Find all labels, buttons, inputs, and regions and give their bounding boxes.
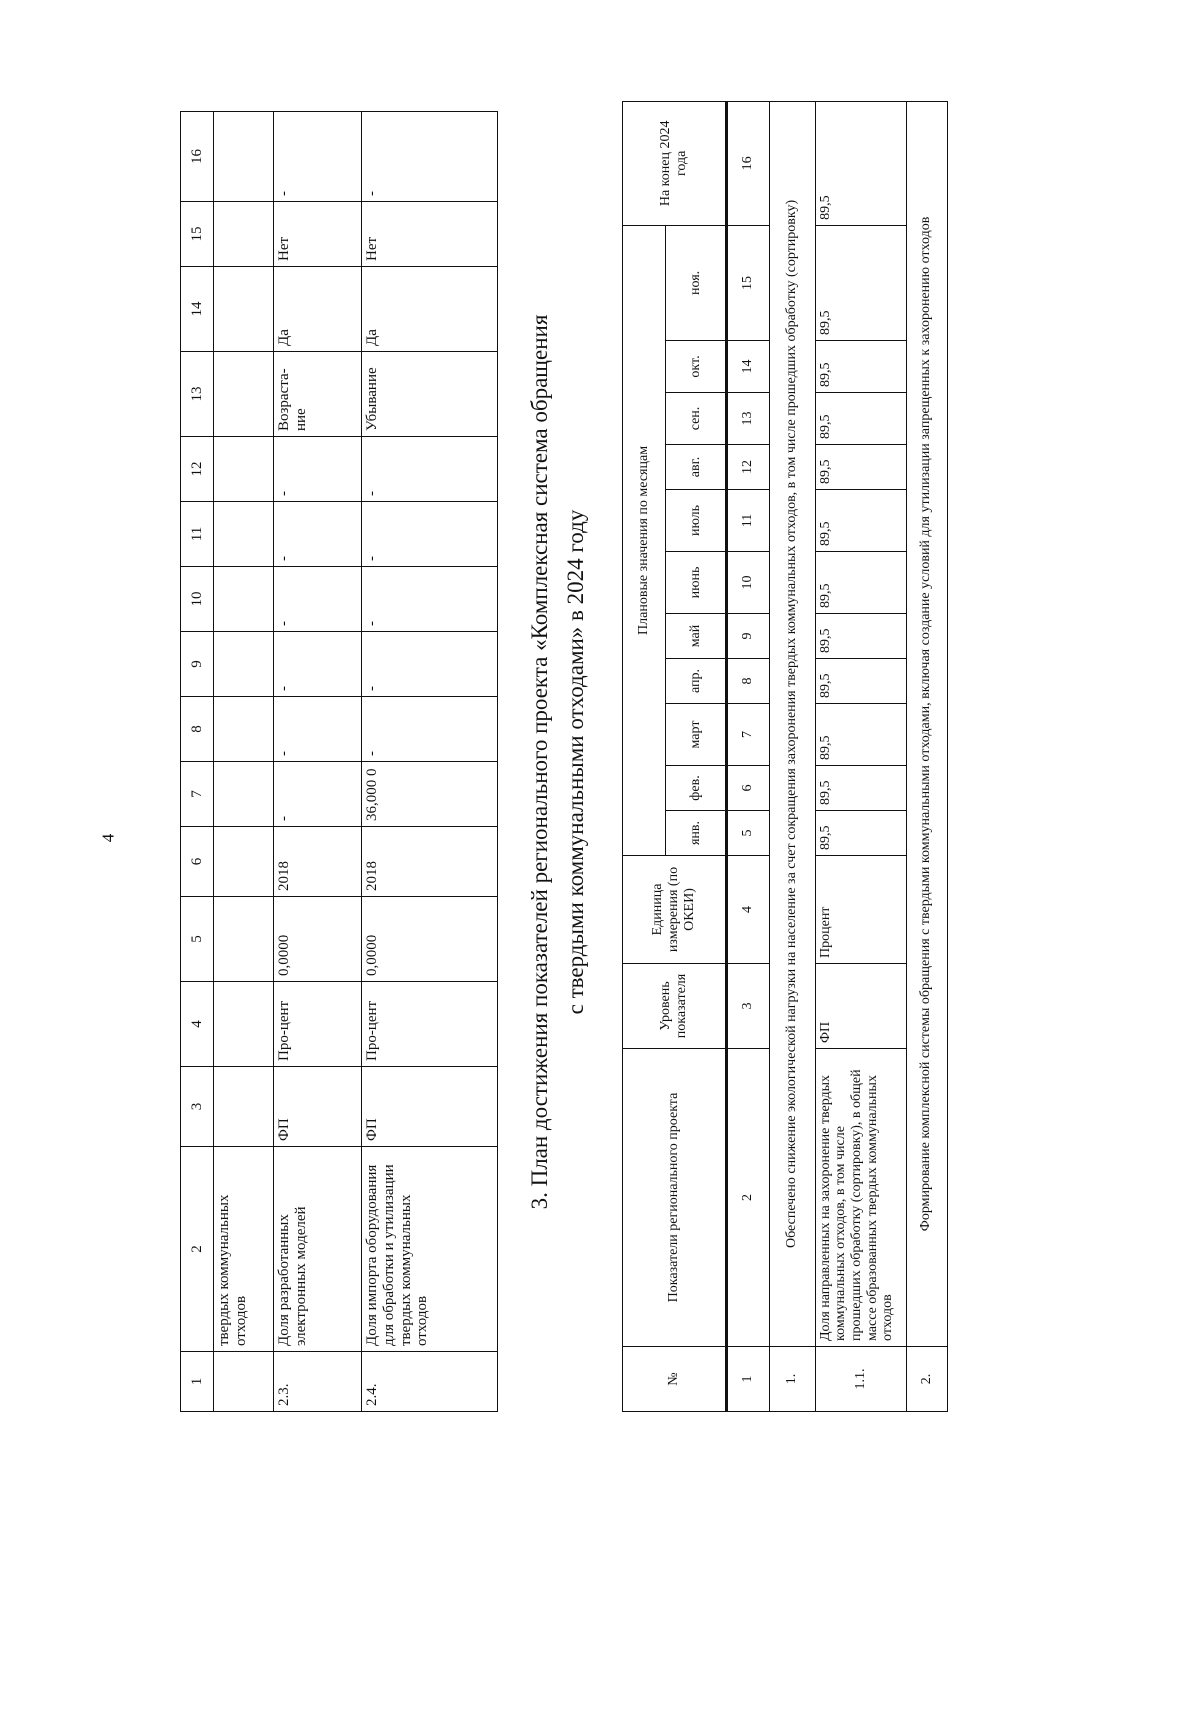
table-cell: 2.3. <box>274 1352 362 1412</box>
header-unit: Единица измерения (по ОКЕИ) <box>623 856 727 964</box>
col-number: 11 <box>181 502 214 567</box>
col-number: 8 <box>181 697 214 762</box>
month-header: июль <box>666 490 726 552</box>
col-number: 1 <box>726 1347 769 1412</box>
month-header: авг. <box>666 445 726 490</box>
table-cell: Нет <box>362 202 498 267</box>
table-cell <box>214 502 274 567</box>
table-cell <box>214 1352 274 1412</box>
indicator-name: Доля направленных на захоронение твердых коммунальных отходов, в том числе прошедших обработку (сортировку), в общей массе образованных твердых коммунальных отходов <box>815 1049 906 1347</box>
table-cell: - <box>274 437 362 502</box>
indicator-row <box>815 101 906 1411</box>
table-cell: - <box>274 762 362 827</box>
table-cell: Да <box>274 267 362 352</box>
col-number: 10 <box>726 552 769 614</box>
col-number: 4 <box>726 856 769 964</box>
col-number: 6 <box>726 766 769 811</box>
col-number: 7 <box>726 704 769 766</box>
table-cell <box>214 567 274 632</box>
header-level: Уровень показателя <box>623 964 727 1049</box>
table-cell: - <box>362 697 498 762</box>
table-row <box>214 112 274 1412</box>
col-number: 14 <box>181 267 214 352</box>
table-cell: Убывание <box>362 352 498 437</box>
table-cell: Про-цент <box>362 982 498 1067</box>
table-cell: Доля разработанных электронных моделей <box>274 1147 362 1352</box>
col-number: 12 <box>726 445 769 490</box>
col-number: 11 <box>726 490 769 552</box>
table-cell <box>214 112 274 202</box>
indicator-level: ФП <box>815 964 906 1049</box>
col-number: 6 <box>181 827 214 897</box>
table-cell <box>214 697 274 762</box>
header-indicator: Показатели регионального проекта <box>623 1049 727 1347</box>
section-title-line1: 3. План достижения показателей регионального проекта «Комплексная система обращения <box>527 314 552 1210</box>
section-text: Формирование комплексной системы обращения с твердыми коммунальными отходами, включая создание условий для утилизации запрещенных к захоронению отходов <box>906 101 947 1346</box>
col-number: 14 <box>726 341 769 393</box>
continuation-table <box>180 111 498 1412</box>
month-header: сен. <box>666 393 726 445</box>
table-cell: - <box>274 697 362 762</box>
column-number-row <box>726 101 769 1411</box>
table-cell <box>214 267 274 352</box>
indicator-number: 1.1. <box>815 1347 906 1412</box>
section-number: 2. <box>906 1347 947 1412</box>
month-header: апр. <box>666 659 726 704</box>
table-cell: - <box>362 112 498 202</box>
table-cell: - <box>274 112 362 202</box>
header-number: № <box>623 1347 727 1412</box>
col-number: 10 <box>181 567 214 632</box>
table-cell: ФП <box>274 1067 362 1147</box>
table-cell: - <box>362 567 498 632</box>
col-number: 2 <box>181 1147 214 1352</box>
table-cell <box>214 352 274 437</box>
month-header: фев. <box>666 766 726 811</box>
page-number: 4 <box>98 833 118 843</box>
month-value: 89,5 <box>815 704 906 766</box>
end-of-year-value: 89,5 <box>815 101 906 225</box>
month-value: 89,5 <box>815 552 906 614</box>
table-cell <box>214 982 274 1067</box>
table-cell <box>214 632 274 697</box>
section-text: Обеспечено снижение экологической нагрузки на население за счет сокращения захоронения твердых коммунальных отходов, в том числе прошедших обработку (сортировку) <box>769 101 815 1346</box>
col-number: 9 <box>726 614 769 659</box>
month-header: ноя. <box>666 225 726 340</box>
table-cell: - <box>362 437 498 502</box>
col-number: 2 <box>726 1049 769 1347</box>
col-number: 3 <box>181 1067 214 1147</box>
table-row <box>274 112 362 1412</box>
col-number: 9 <box>181 632 214 697</box>
col-number: 15 <box>181 202 214 267</box>
month-value: 89,5 <box>815 393 906 445</box>
month-value: 89,5 <box>815 811 906 856</box>
table-cell: Доля импорта оборудования для обработки и утилизации твердых коммунальных отходов <box>362 1147 498 1352</box>
month-header: март <box>666 704 726 766</box>
continuation-table-block <box>180 111 498 1412</box>
header-end-of-year: На конец 2024 года <box>623 101 727 225</box>
table-cell: 0,0000 <box>274 897 362 982</box>
table-cell: 2018 <box>274 827 362 897</box>
table-cell: - <box>274 502 362 567</box>
month-header: май <box>666 614 726 659</box>
month-value: 89,5 <box>815 341 906 393</box>
section-number: 1. <box>769 1347 815 1412</box>
table-row <box>362 112 498 1412</box>
table-cell: Возраста-ние <box>274 352 362 437</box>
col-number: 15 <box>726 225 769 340</box>
table-cell: 2018 <box>362 827 498 897</box>
table-cell: ФП <box>362 1067 498 1147</box>
header-row <box>623 101 666 1411</box>
col-number: 16 <box>181 112 214 202</box>
table-cell: Нет <box>274 202 362 267</box>
col-number: 12 <box>181 437 214 502</box>
month-header: июнь <box>666 552 726 614</box>
header-plan-months: Плановые значения по месяцам <box>623 225 666 855</box>
col-number: 5 <box>726 811 769 856</box>
table-cell: - <box>274 567 362 632</box>
column-number-row <box>181 112 214 1412</box>
col-number: 13 <box>181 352 214 437</box>
col-number: 7 <box>181 762 214 827</box>
month-value: 89,5 <box>815 766 906 811</box>
table-cell: 0,0000 <box>362 897 498 982</box>
table-cell <box>214 437 274 502</box>
table-cell <box>214 202 274 267</box>
table-cell: - <box>362 502 498 567</box>
section-title <box>522 112 593 1412</box>
table-cell: - <box>274 632 362 697</box>
month-value: 89,5 <box>815 659 906 704</box>
col-number: 5 <box>181 897 214 982</box>
month-header: янв. <box>666 811 726 856</box>
section-row-2 <box>906 101 947 1411</box>
plan-table <box>622 101 948 1412</box>
table-cell <box>214 897 274 982</box>
month-value: 89,5 <box>815 490 906 552</box>
month-value: 89,5 <box>815 445 906 490</box>
table-cell: Да <box>362 267 498 352</box>
table-cell <box>214 762 274 827</box>
month-value: 89,5 <box>815 225 906 340</box>
plan-table-block <box>622 101 948 1412</box>
table-cell: 36,000 0 <box>362 762 498 827</box>
table-cell: твердых коммунальных отходов <box>214 1147 274 1352</box>
table-cell: 2.4. <box>362 1352 498 1412</box>
col-number: 1 <box>181 1352 214 1412</box>
table-cell <box>214 1067 274 1147</box>
col-number: 16 <box>726 101 769 225</box>
month-value: 89,5 <box>815 614 906 659</box>
table-cell: - <box>362 632 498 697</box>
indicator-unit: Процент <box>815 856 906 964</box>
col-number: 8 <box>726 659 769 704</box>
col-number: 4 <box>181 982 214 1067</box>
col-number: 3 <box>726 964 769 1049</box>
section-row-1 <box>769 101 815 1411</box>
table-cell <box>214 827 274 897</box>
month-header: окт. <box>666 341 726 393</box>
col-number: 13 <box>726 393 769 445</box>
section-title-line2: с твердыми коммунальными отходами» в 2024 году <box>562 509 588 1015</box>
table-cell: Про-цент <box>274 982 362 1067</box>
